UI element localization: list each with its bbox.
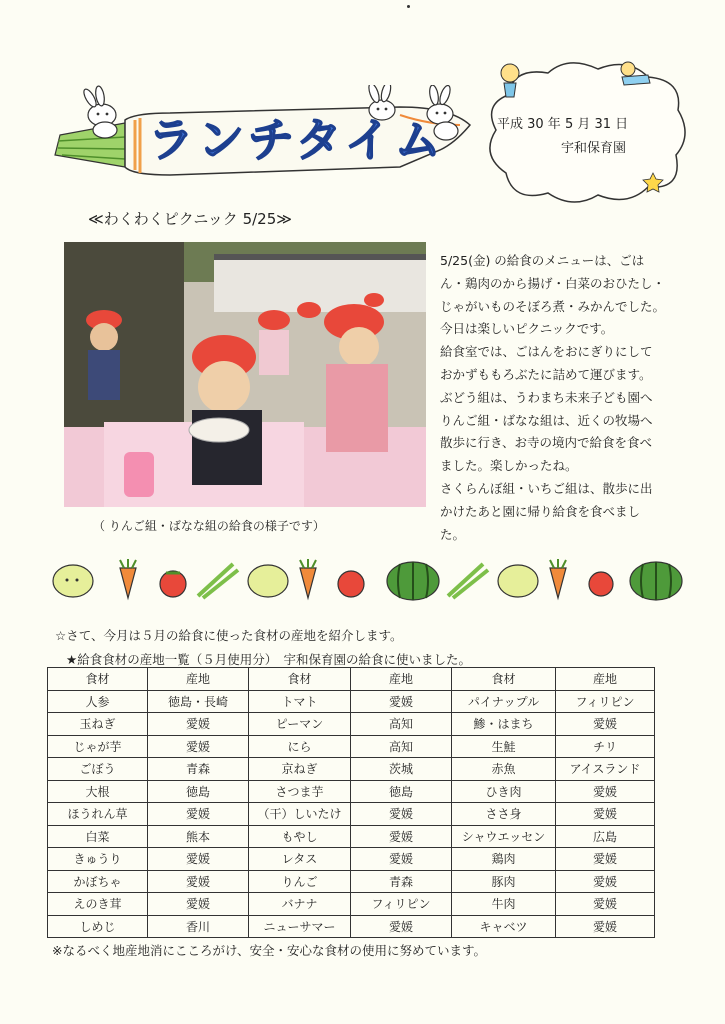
origin-cell: 愛媛 — [556, 780, 655, 803]
table-header-row — [48, 668, 655, 691]
ingredient-cell: ごぼう — [48, 758, 148, 781]
child-figure — [258, 310, 290, 375]
school-name: 宇和保育園 — [561, 141, 627, 156]
table-row — [48, 735, 655, 758]
origin-cell: アイスランド — [556, 758, 655, 781]
ingredient-cell: 鯵・はまち — [452, 713, 556, 736]
article-line: ん・鶏肉のから揚げ・白菜のおひたし・ — [440, 275, 666, 291]
ingredient-cell: ほうれん草 — [48, 803, 148, 826]
ingredient-cell: 赤魚 — [452, 758, 556, 781]
carrot-icon — [550, 559, 566, 598]
origin-cell: 愛媛 — [351, 825, 452, 848]
origin-cell: 愛媛 — [148, 713, 249, 736]
origin-cell: 愛媛 — [148, 803, 249, 826]
table-row — [48, 825, 655, 848]
table-row — [48, 915, 655, 938]
scan-dot — [407, 5, 410, 8]
ingredient-cell: 人参 — [48, 690, 148, 713]
column-header: 産地 — [556, 668, 655, 691]
carrot-icon — [120, 559, 136, 598]
origin-cell: 愛媛 — [148, 848, 249, 871]
ingredient-cell: さつま芋 — [249, 780, 351, 803]
origin-cell: 高知 — [351, 713, 452, 736]
cabbage-icon — [53, 565, 93, 597]
date-cloud-frame — [478, 55, 693, 210]
table-row — [48, 848, 655, 871]
child-figure — [324, 304, 388, 452]
ingredient-cell: ニューサマー — [249, 915, 351, 938]
article-line: 今日は楽しいピクニックです。 — [440, 321, 614, 337]
picnic-photo — [64, 242, 426, 507]
table-row — [48, 713, 655, 736]
ingredient-cell: （干）しいたけ — [249, 803, 351, 826]
origin-cell: 愛媛 — [556, 803, 655, 826]
ingredient-cell: 大根 — [48, 780, 148, 803]
ingredient-cell: レタス — [249, 848, 351, 871]
article-line: りんご組・ばなな組は、近くの牧場へ — [440, 412, 653, 428]
ingredient-cell: トマト — [249, 690, 351, 713]
footnote: ※なるべく地産地消にこころがけ、安全・安心な食材の使用に努めています。 — [52, 943, 486, 958]
column-header: 産地 — [148, 668, 249, 691]
ingredient-cell: ささ身 — [452, 803, 556, 826]
column-header: 食材 — [249, 668, 351, 691]
table-row — [48, 870, 655, 893]
origin-cell: 徳島 — [351, 780, 452, 803]
origin-cell: 高知 — [351, 735, 452, 758]
ingredient-cell: にら — [249, 735, 351, 758]
tomato-icon — [589, 572, 613, 596]
origin-cell: フィリピン — [556, 690, 655, 713]
table-row — [48, 803, 655, 826]
issue-date: 平成 30 年 5 月 31 日 — [497, 117, 629, 132]
origin-cell: 愛媛 — [351, 915, 452, 938]
ingredient-cell: 鶏肉 — [452, 848, 556, 871]
ingredient-cell: バナナ — [249, 893, 351, 916]
origin-cell: 青森 — [148, 758, 249, 781]
origin-cell: 愛媛 — [556, 915, 655, 938]
ingredient-cell: 玉ねぎ — [48, 713, 148, 736]
table-body — [48, 690, 655, 938]
article-line: かけたあと園に帰り給食を食べまし — [440, 503, 641, 519]
column-header: 産地 — [351, 668, 452, 691]
origin-cell: 徳島・長崎 — [148, 690, 249, 713]
origin-cell: 徳島 — [148, 780, 249, 803]
article-line: 5/25(金) の給食のメニューは、ごは — [440, 253, 645, 268]
table-title: ★給食食材の産地一覧（５月使用分） 宇和保育園の給食に使いました。 — [66, 652, 471, 667]
watermelon-icon — [630, 562, 682, 600]
ingredient-cell: 白菜 — [48, 825, 148, 848]
table-row — [48, 690, 655, 713]
ingredient-cell: きゅうり — [48, 848, 148, 871]
page-title: ランチタイム — [148, 113, 445, 167]
origin-cell: 茨城 — [351, 758, 452, 781]
cabbage-icon — [248, 565, 288, 597]
watermelon-icon — [387, 562, 439, 600]
origin-cell: 愛媛 — [148, 870, 249, 893]
origin-cell: 愛媛 — [556, 713, 655, 736]
green-onion-icon — [448, 564, 488, 598]
tomato-icon — [160, 571, 186, 597]
ingredient-cell: シャウエッセン — [452, 825, 556, 848]
ingredient-cell: えのき茸 — [48, 893, 148, 916]
ingredient-cell: 牛肉 — [452, 893, 556, 916]
intro-text: ☆さて、今月は５月の給食に使った食材の産地を紹介します。 — [55, 628, 403, 643]
origin-cell: 愛媛 — [351, 848, 452, 871]
origin-cell: 愛媛 — [351, 690, 452, 713]
origin-cell: 広島 — [556, 825, 655, 848]
child-figure — [189, 335, 262, 485]
article-line: じゃがいものそぼろ煮・みかんでした。 — [440, 298, 666, 314]
origin-cell: 愛媛 — [556, 893, 655, 916]
child-figure — [86, 310, 122, 400]
article-line: おかずももろぶたに詰めて運びます。 — [440, 366, 652, 382]
ingredient-cell: パイナップル — [452, 690, 556, 713]
article-line: ました。楽しかったね。 — [440, 458, 578, 474]
origin-cell: 愛媛 — [351, 803, 452, 826]
origin-cell: チリ — [556, 735, 655, 758]
photo-caption: （ りんご組・ばなな組の給食の様子です） — [93, 519, 325, 533]
ingredient-cell: キャベツ — [452, 915, 556, 938]
table-row — [48, 780, 655, 803]
origin-cell: フィリピン — [351, 893, 452, 916]
origin-cell: 愛媛 — [148, 893, 249, 916]
origin-cell: 青森 — [351, 870, 452, 893]
article-line: 給食室では、ごはんをおにぎりにして — [440, 344, 653, 360]
table-row — [48, 893, 655, 916]
carrot-icon — [300, 559, 316, 598]
article-line: ぶどう組は、うわまち未来子ども園へ — [440, 389, 653, 405]
column-header: 食材 — [48, 668, 148, 691]
article-line: 散歩に行き、お寺の境内で給食を食べ — [440, 435, 653, 451]
ingredient-cell: じゃが芋 — [48, 735, 148, 758]
table-row — [48, 758, 655, 781]
green-onion-icon — [198, 564, 238, 598]
ingredient-cell: もやし — [249, 825, 351, 848]
vegetable-border — [48, 556, 688, 606]
ingredients-origin-table — [47, 667, 655, 938]
picnic-article — [440, 250, 668, 546]
origin-cell: 熊本 — [148, 825, 249, 848]
section-heading: ≪わくわくピクニック 5/25≫ — [88, 210, 292, 228]
ingredient-cell: ひき肉 — [452, 780, 556, 803]
ingredient-cell: 豚肉 — [452, 870, 556, 893]
cabbage-icon — [498, 565, 538, 597]
ingredient-cell: かぼちゃ — [48, 870, 148, 893]
ingredient-cell: 生鮭 — [452, 735, 556, 758]
origin-cell: 香川 — [148, 915, 249, 938]
ingredient-cell: ピーマン — [249, 713, 351, 736]
origin-cell: 愛媛 — [148, 735, 249, 758]
column-header: 食材 — [452, 668, 556, 691]
ingredient-cell: 京ねぎ — [249, 758, 351, 781]
article-line: た。 — [440, 526, 466, 542]
origin-cell: 愛媛 — [556, 848, 655, 871]
ingredient-cell: しめじ — [48, 915, 148, 938]
tomato-icon — [338, 571, 364, 597]
article-line: さくらんぼ組・いちご組は、散歩に出 — [440, 480, 653, 496]
origin-cell: 愛媛 — [556, 870, 655, 893]
ingredient-cell: りんご — [249, 870, 351, 893]
